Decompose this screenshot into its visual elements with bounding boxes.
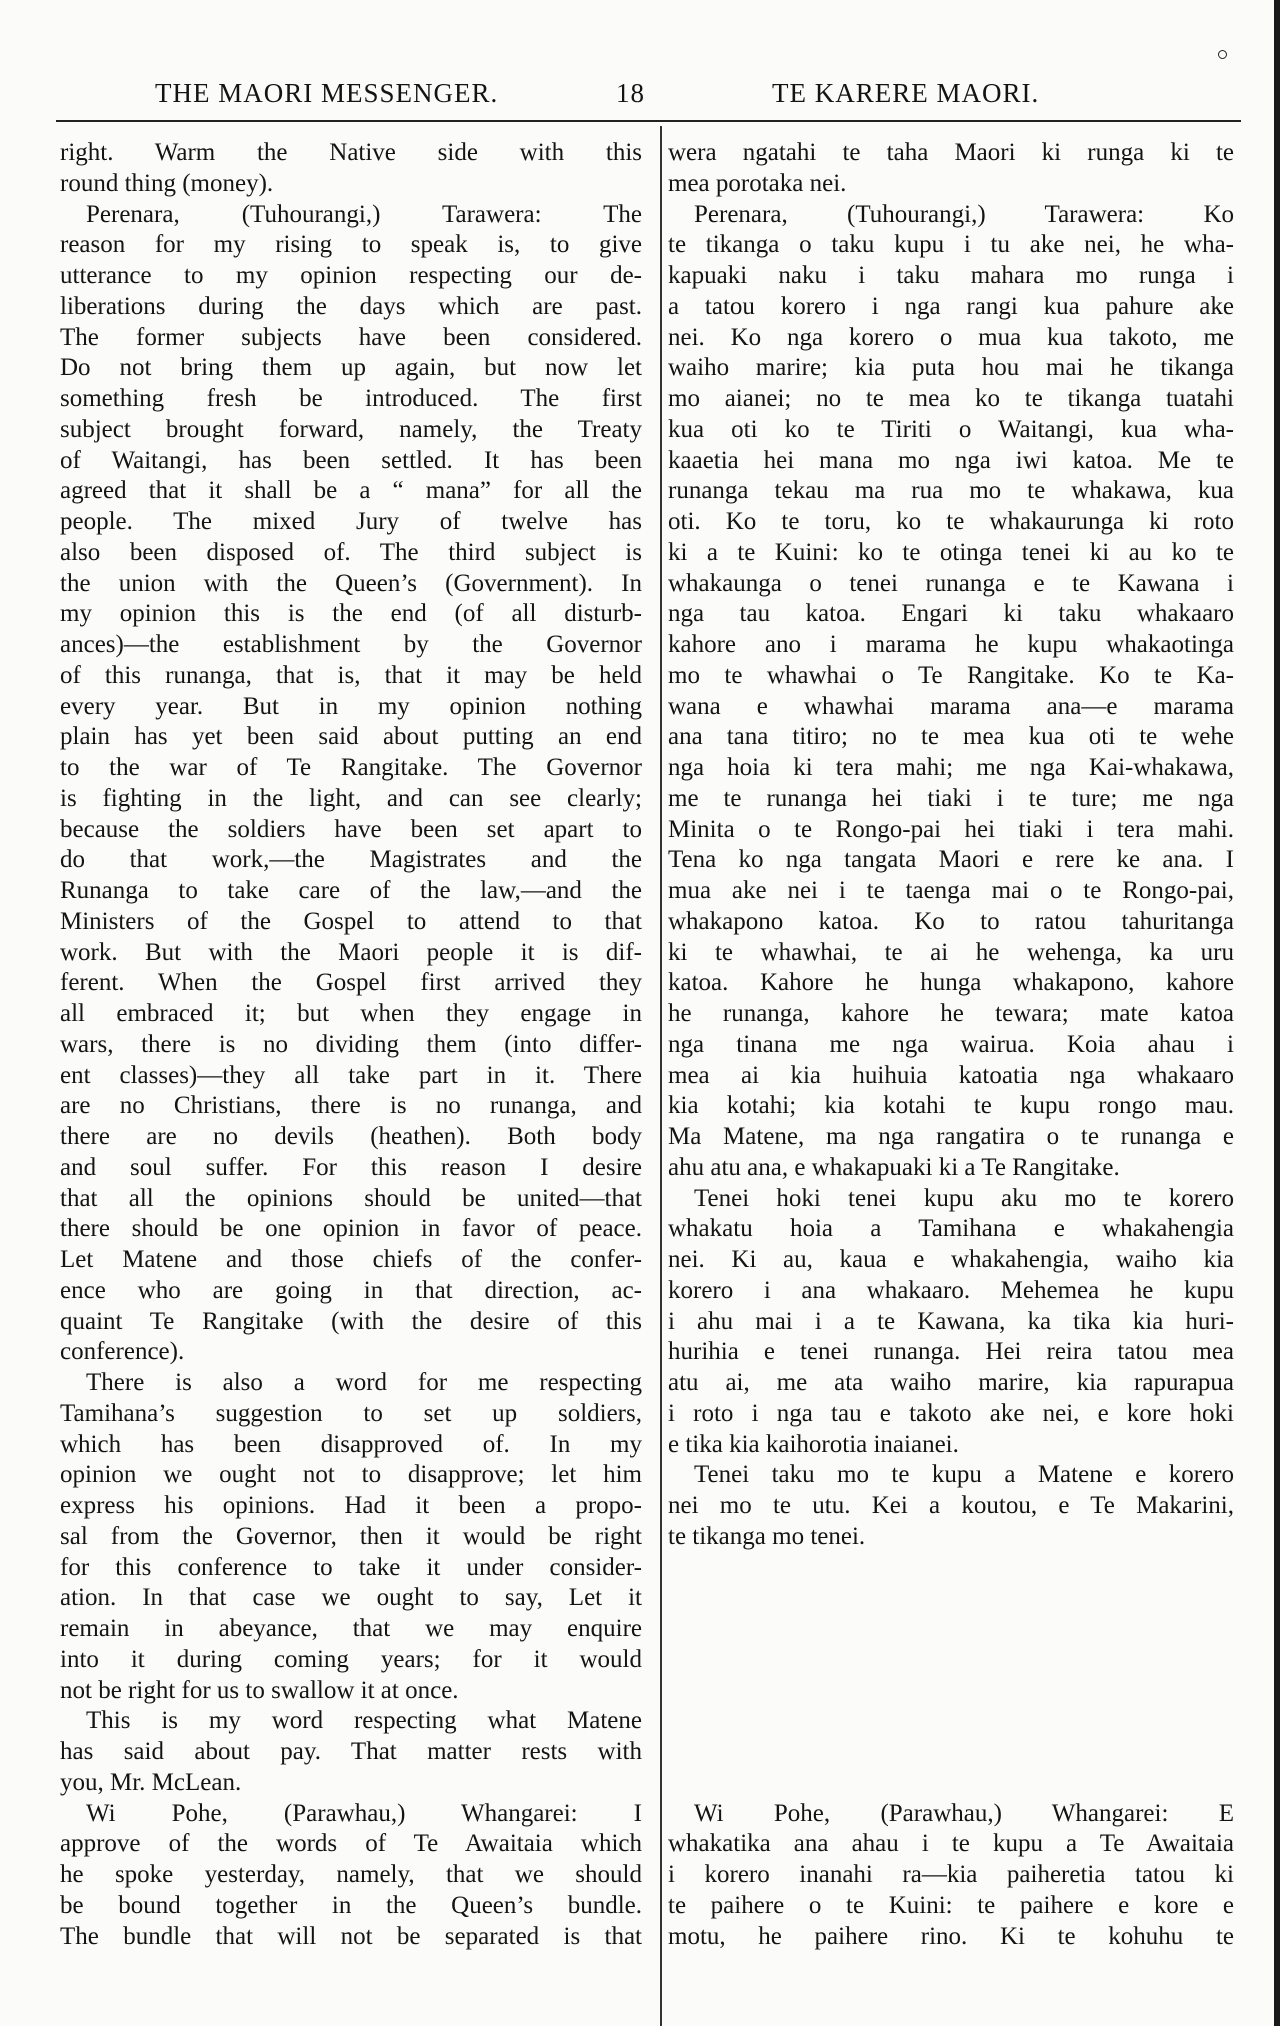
text-line: agreed that it shall be a “ mana” for all the — [60, 477, 642, 505]
text-line: ances)—the establishment by the Governor — [60, 631, 642, 658]
text-line: nga tinana me nga wairua. Koia ahau i — [668, 1030, 1234, 1058]
text-line: Perenara, (Tuhourangi,) Tarawera: Ko — [694, 200, 1234, 228]
text-line: Perenara, (Tuhourangi,) Tarawera: The — [86, 200, 642, 228]
text-line: te paihere o te Kuini: te paihere e kore e — [668, 1891, 1234, 1919]
text-line: Wi Pohe, (Parawhau,) Whangarei: I — [86, 1799, 642, 1827]
text-line: The former subjects have been considered. — [60, 323, 642, 351]
text-line: Do not bring them up again, but now let — [60, 354, 642, 382]
text-line: oti. Ko te toru, ko te whakaurunga ki roto — [668, 508, 1234, 535]
text-line: people. The mixed Jury of twelve has — [60, 508, 642, 535]
text-line: Ma Matene, ma nga rangatira o te runanga e — [668, 1123, 1234, 1150]
text-line: the union with the Queen’s (Government). In — [60, 569, 642, 597]
text-line: nei. Ko nga korero o mua kua takoto, me — [668, 323, 1234, 351]
text-line: nga hoia ki tera mahi; me nga Kai-whakawa, — [668, 754, 1234, 781]
paragraph — [668, 1460, 1234, 1552]
text-line: is fighting in the light, and can see clearly; — [60, 784, 642, 812]
text-line: do that work,—the Magistrates and the — [60, 846, 642, 874]
text-line: of this runanga, that is, that it may be held — [60, 661, 642, 689]
text-line: round thing (money). — [60, 169, 274, 197]
text-line: into it during coming years; for it would — [60, 1645, 642, 1673]
text-line: Tena ko nga tangata Maori e rere ke ana. I — [668, 846, 1234, 874]
text-line: mo aianei; no te mea ko te tikanga tuatahi — [668, 385, 1234, 412]
text-line: of Waitangi, has been settled. It has been — [60, 446, 642, 474]
text-line: kapuaki naku i taku mahara mo runga i — [668, 262, 1234, 289]
text-line: there should be one opinion in favor of peace. — [60, 1215, 642, 1243]
text-line: be bound together in the Queen’s bundle. — [60, 1891, 642, 1919]
text-line: liberations during the days which are past. — [60, 292, 642, 320]
text-line: quaint Te Rangitake (with the desire of this — [60, 1307, 642, 1335]
text-line: approve of the words of Te Awaitaia which — [60, 1830, 642, 1858]
text-line: reason for my rising to speak is, to give — [60, 231, 642, 259]
ink-dot — [1218, 50, 1227, 59]
text-line: remain in abeyance, that we may enquire — [60, 1615, 642, 1642]
text-line: Minita o te Rongo-pai hei tiaki i tera mahi. — [668, 815, 1234, 843]
text-line: not be right for us to swallow it at once. — [60, 1676, 459, 1704]
text-line: Wi Pohe, (Parawhau,) Whangarei: E — [694, 1799, 1234, 1827]
text-line: i ahu mai i a te Kawana, ka tika kia huri- — [668, 1307, 1234, 1335]
text-line: atu ai, me ata waiho marire, kia rapurapua — [668, 1369, 1234, 1396]
text-line: There is also a word for me respecting — [86, 1369, 642, 1396]
text-line: The bundle that will not be separated is that — [60, 1922, 642, 1950]
text-line: something fresh be introduced. The first — [60, 385, 642, 412]
text-line: whakatu hoia a Tamihana e whakahengia — [668, 1215, 1234, 1243]
maori-column-continued — [668, 1799, 1234, 1953]
text-line: has said about pay. That matter rests with — [60, 1738, 642, 1765]
english-column — [60, 138, 642, 1952]
text-line: right. Warm the Native side with this — [60, 139, 642, 166]
text-line: waiho marire; kia puta hou mai he tikanga — [668, 354, 1234, 382]
paragraph — [60, 1706, 642, 1798]
masthead-maori: TE KARERE MAORI. — [772, 78, 1040, 108]
text-line: mo te whawhai o Te Rangitake. Ko te Ka- — [668, 661, 1234, 689]
text-line: wars, there is no dividing them (into differ- — [60, 1030, 642, 1058]
text-line: utterance to my opinion respecting our de- — [60, 262, 642, 289]
text-line: nei. Ki au, kaua e whakahengia, waiho kia — [668, 1246, 1234, 1273]
text-line: conference). — [60, 1338, 185, 1366]
text-line: Tenei taku mo te kupu a Matene e korero — [694, 1461, 1234, 1489]
text-line: express his opinions. Had it been a propo- — [60, 1492, 642, 1519]
text-line: mea porotaka nei. — [668, 169, 847, 197]
text-line: ki a te Kuini: ko te otinga tenei ki au ko te — [668, 538, 1234, 566]
text-line: hurihia e tenei runanga. Hei reira tatou mea — [668, 1338, 1234, 1366]
text-line: i korero inanahi ra—kia paiheretia tatou ki — [668, 1861, 1234, 1888]
header-rule — [56, 120, 1241, 122]
text-line: e tika kia kaihorotia inaianei. — [668, 1430, 959, 1458]
text-line: nga tau katoa. Engari ki taku whakaaro — [668, 600, 1234, 628]
text-line: you, Mr. McLean. — [60, 1768, 242, 1796]
text-line: whakapono katoa. Ko to ratou tahuritanga — [668, 907, 1234, 935]
text-line: he spoke yesterday, namely, that we should — [60, 1861, 642, 1888]
paragraph — [668, 1184, 1234, 1461]
text-line: Tenei hoki tenei kupu aku mo te korero — [694, 1184, 1234, 1212]
text-line: my opinion this is the end (of all disturb- — [60, 600, 642, 628]
paragraph — [668, 200, 1234, 1184]
text-line: me te runanga hei tiaki i te ture; me nga — [668, 784, 1234, 812]
text-line: kahore ano i marama he kupu whakaotinga — [668, 631, 1234, 658]
text-line: he runanga, kahore he tewara; mate katoa — [668, 1000, 1234, 1027]
text-line: ki te whawhai, te ai he wehenga, ka uru — [668, 938, 1234, 966]
text-line: Runanga to take care of the law,—and the — [60, 877, 642, 904]
page-number: 18 — [616, 78, 645, 108]
text-line: te tikanga mo tenei. — [668, 1522, 866, 1550]
text-line: nei mo te utu. Kei a koutou, e Te Makarini, — [668, 1492, 1234, 1519]
maori-column — [668, 138, 1234, 1553]
page-edge — [1274, 0, 1280, 2026]
text-line: kua oti ko te Tiriti o Waitangi, kua wha- — [668, 415, 1234, 443]
text-line: all embraced it; but when they engage in — [60, 1000, 642, 1027]
text-line: a tatou korero i nga rangi kua pahure ake — [668, 292, 1234, 320]
text-line: for this conference to take it under consider- — [60, 1553, 642, 1581]
paragraph — [60, 1368, 642, 1706]
text-line: to the war of Te Rangitake. The Governor — [60, 754, 642, 781]
text-line: ferent. When the Gospel first arrived they — [60, 969, 642, 997]
text-line: ent classes)—they all take part in it. There — [60, 1061, 642, 1089]
text-line: Ministers of the Gospel to attend to that — [60, 907, 642, 935]
text-line: wana e whawhai marama ana—e marama — [668, 692, 1234, 720]
text-line: sal from the Governor, then it would be right — [60, 1522, 642, 1550]
text-line: there are no devils (heathen). Both body — [60, 1123, 642, 1150]
text-line: that all the opinions should be united—that — [60, 1184, 642, 1212]
text-line: whakatika ana ahau i te kupu a Te Awaitaia — [668, 1830, 1234, 1858]
text-line: subject brought forward, namely, the Treaty — [60, 415, 642, 443]
text-line: and soul suffer. For this reason I desire — [60, 1153, 642, 1181]
text-line: mua ake nei i te taenga mai o te Rongo-pai, — [668, 877, 1234, 904]
text-line: ation. In that case we ought to say, Let it — [60, 1584, 642, 1612]
text-line: ahu atu ana, e whakapuaki ki a Te Rangitake. — [668, 1153, 1120, 1181]
paragraph — [668, 138, 1234, 200]
text-line: motu, he paihere rino. Ki te kohuhu te — [668, 1922, 1234, 1950]
column-divider — [660, 126, 662, 2026]
text-line: runanga tekau ma rua mo te whakawa, kua — [668, 477, 1234, 505]
text-line: opinion we ought not to disapprove; let him — [60, 1461, 642, 1489]
paragraph — [60, 200, 642, 1369]
text-line: ana tana titiro; no te mea kua oti te wehe — [668, 723, 1234, 751]
paragraph — [60, 1799, 642, 1953]
text-line: mea ai kia huihuia katoatia nga whakaaro — [668, 1061, 1234, 1089]
text-line: wera ngatahi te taha Maori ki runga ki te — [668, 139, 1234, 166]
text-line: kia kotahi; kia kotahi te kupu rongo mau. — [668, 1092, 1234, 1120]
paragraph — [668, 1799, 1234, 1953]
masthead-english: THE MAORI MESSENGER. — [155, 78, 499, 108]
text-line: because the soldiers have been set apart to — [60, 815, 642, 843]
text-line: This is my word respecting what Matene — [86, 1707, 642, 1735]
text-line: which has been disapproved of. In my — [60, 1430, 642, 1458]
text-line: i roto i nga tau e takoto ake nei, e kore hoki — [668, 1399, 1234, 1427]
text-line: kaaetia hei mana mo nga iwi katoa. Me te — [668, 446, 1234, 474]
text-line: plain has yet been said about putting an end — [60, 723, 642, 751]
text-line: ence who are going in that direction, ac- — [60, 1276, 642, 1304]
text-line: Tamihana’s suggestion to set up soldiers, — [60, 1399, 642, 1427]
text-line: every year. But in my opinion nothing — [60, 692, 642, 720]
text-line: Let Matene and those chiefs of the confer- — [60, 1246, 642, 1273]
text-line: whakaunga o tenei runanga e te Kawana i — [668, 569, 1234, 597]
text-line: te tikanga o taku kupu i tu ake nei, he wha- — [668, 231, 1234, 259]
paragraph — [60, 138, 642, 200]
text-line: are no Christians, there is no runanga, and — [60, 1092, 642, 1120]
text-line: katoa. Kahore he hunga whakapono, kahore — [668, 969, 1234, 997]
text-line: work. But with the Maori people it is dif- — [60, 938, 642, 966]
text-line: also been disposed of. The third subject is — [60, 538, 642, 566]
text-line: korero i ana whakaaro. Mehemea he kupu — [668, 1276, 1234, 1304]
